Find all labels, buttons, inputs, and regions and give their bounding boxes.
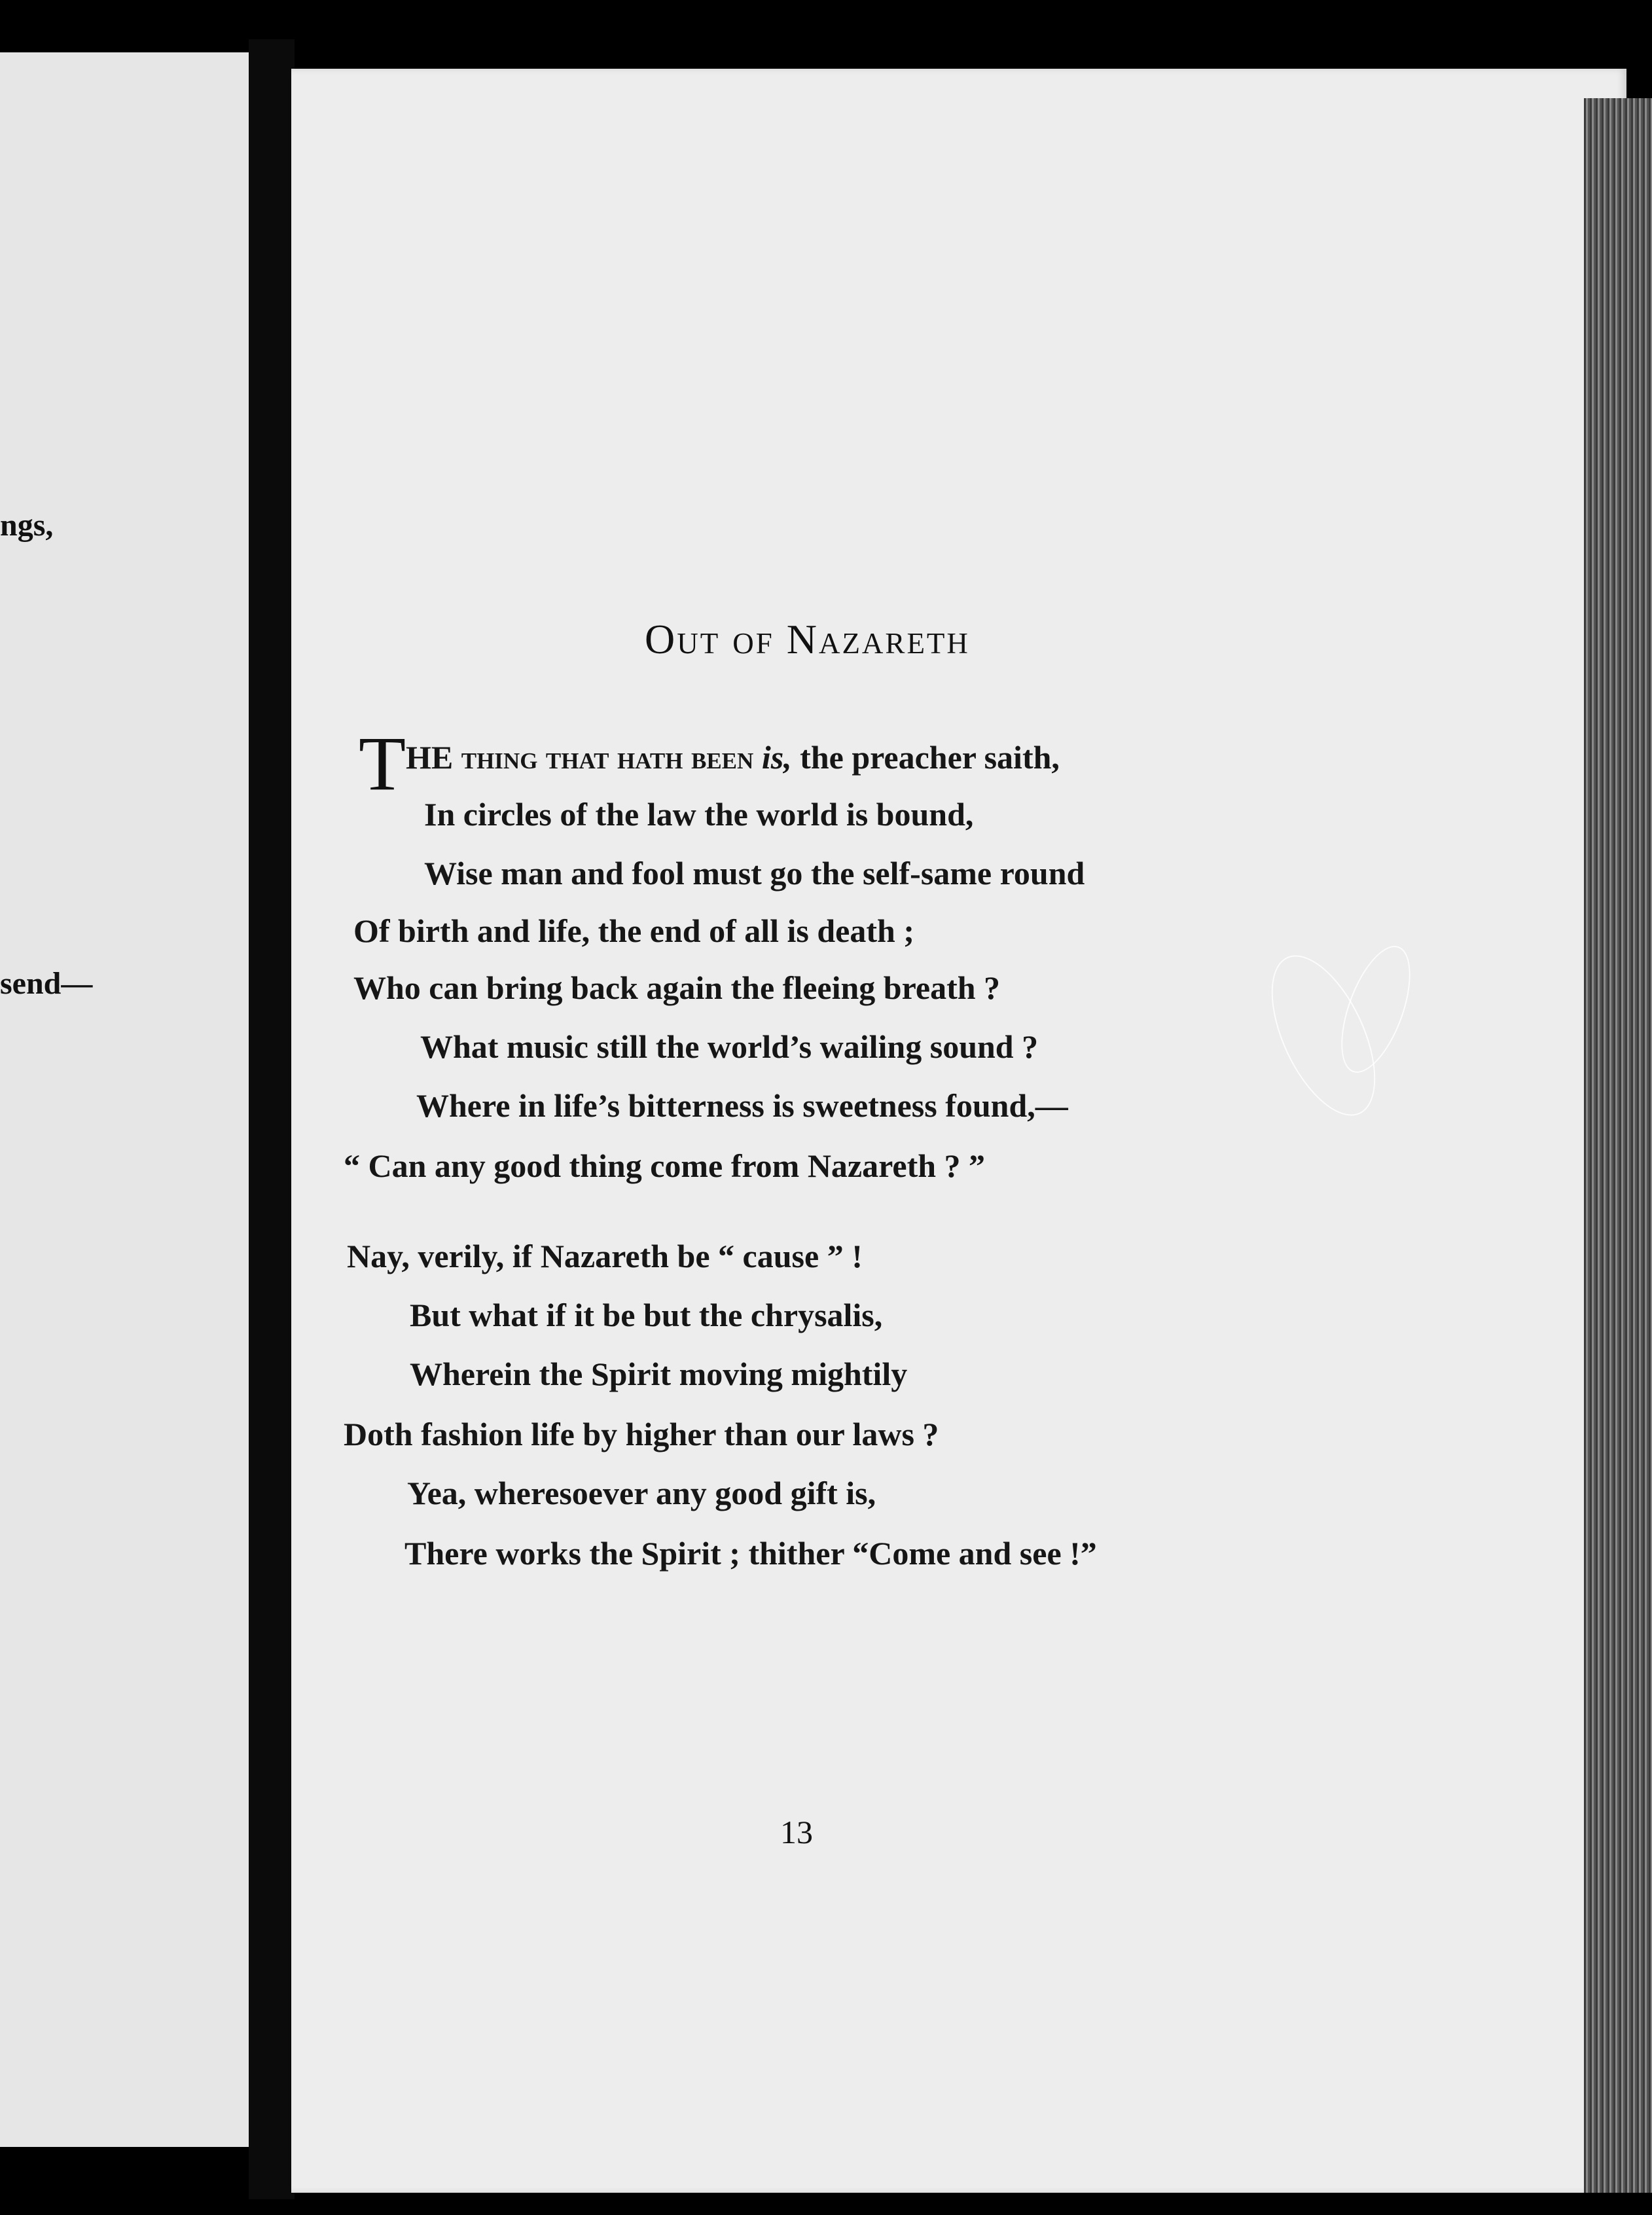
poem-line: In circles of the law the world is bound, bbox=[424, 796, 974, 833]
left-page-fragment: ngs, bbox=[0, 508, 54, 543]
poem-line bbox=[406, 738, 1060, 776]
drop-cap: T bbox=[359, 721, 406, 806]
poem-line: “ Can any good thing come from Nazareth ? ” bbox=[344, 1147, 986, 1184]
poem-line: There works the Spirit ; thither “Come and see !” bbox=[404, 1535, 1097, 1572]
poem-title: Out of Nazareth bbox=[645, 616, 970, 662]
poem-line: Of birth and life, the end of all is death ; bbox=[353, 912, 914, 949]
poem-line: Nay, verily, if Nazareth be “ cause ” ! bbox=[347, 1238, 863, 1274]
poem-line: Wise man and fool must go the self-same round bbox=[424, 855, 1085, 891]
page-number: 13 bbox=[780, 1814, 813, 1850]
poem-line: Who can bring back again the fleeing breath ? bbox=[353, 969, 1001, 1006]
poem-line: Yea, wheresoever any good gift is, bbox=[407, 1475, 876, 1511]
poem-line: What music still the world’s wailing sound ? bbox=[420, 1028, 1039, 1065]
left-page-fragment: send— bbox=[0, 966, 93, 1001]
poem-line: Doth fashion life by higher than our laws ? bbox=[344, 1416, 939, 1452]
poem-line-start: HE thing that hath been bbox=[406, 739, 754, 776]
poem-line: But what if it be but the chrysalis, bbox=[410, 1297, 883, 1333]
poem-line-end: the preacher saith, bbox=[800, 739, 1060, 776]
poem-line-italic: is, bbox=[761, 739, 792, 776]
poem-line: Wherein the Spirit moving mightily bbox=[410, 1356, 908, 1392]
poem-line: Where in life’s bitterness is sweetness found,— bbox=[416, 1087, 1068, 1124]
